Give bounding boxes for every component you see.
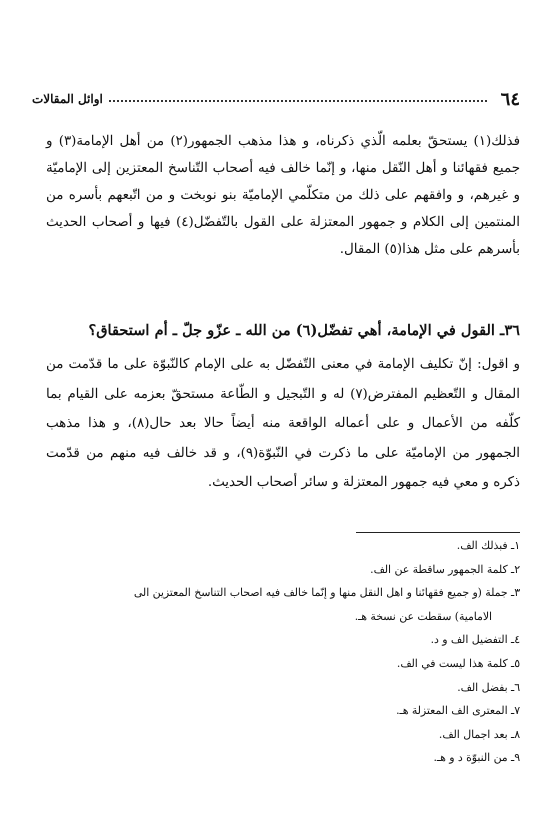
footnote-3: ٣ـ جملة (و جميع فقهائنا و اهل النقل منها و إنّما خالف فيه اصحاب التناسخ المعتزين الى <box>133 586 520 600</box>
paragraph-2-text: و اقول: إنّ تكليف الإمامة في معنى التّفضّل به على الإمام كالنّبوّة على ما قدّمت من المقال و التّعظيم المفترض(٧) له و التّبجيل و الطّاعة مستحقّ بعزمه على القيام بما كلّفه من الأعمال و على أعماله الواقعة منه أيضاً حالا بعد حال(٨)، و هذا مذهب الجمهور من الإماميّة على ما ذكرت في النّبوّة(٩)، و قد خالف فيه منهم من قدّمت ذكره و معي فيه جمهور المعتزلة و سائر أصحاب الحديث. <box>46 357 520 491</box>
section-heading: ٣٦ـ القول في الإمامة، أهي تفضّل(٦) من الله ـ عزّو جلّ ـ أم استحقاق؟ <box>88 322 520 339</box>
footnote-2: ٢ـ كلمة الجمهور ساقطة عن الف. <box>370 562 520 576</box>
page-header <box>32 88 520 110</box>
footnote-4: ٤ـ التفضيل الف و د. <box>430 633 520 647</box>
dotted-leader <box>109 100 487 102</box>
footnote-divider <box>356 532 520 533</box>
footnote-9: ٩ـ من النبوّة د و هـ. <box>433 751 520 765</box>
page-number: ٦٤ <box>500 88 520 110</box>
footnote-7: ٧ـ المعترى الف المعتزلة هـ. <box>396 704 520 718</box>
running-title: اوائل المقالات <box>32 92 103 106</box>
footnote-1: ١ـ فبذلك الف. <box>456 539 520 552</box>
paragraph-1 <box>46 128 520 263</box>
paragraph-2 <box>46 350 520 498</box>
footnotes <box>28 534 520 770</box>
footnote-3-continued: الامامية) سقطت عن نسخة هـ. <box>354 609 492 623</box>
footnote-5: ٥ـ كلمة هذا ليست في الف. <box>396 656 520 670</box>
footnote-6: ٦ـ بفضل الف. <box>457 680 520 694</box>
footnote-8: ٨ـ بعد اجمال الف. <box>438 727 520 741</box>
paragraph-1-text: فذلك(١) يستحقّ بعلمه الّذي ذكرناه، و هذا مذهب الجمهور(٢) من أهل الإمامة(٣) و جميع فقهائنا و أهل النّقل منها، و إنّما خالف فيه أصحاب التّناسخ المعتزين إلى الإماميّة و غيرهم، و وافقهم على ذلك من متكلّمي الإماميّة بنو نوبخت و من اتّبعهم بأسره من المنتمين إلى الكلام و جمهور المعتزلة على القول بالتّفضّل(٤) فيها و أصحاب الحديث بأسرهم على مثل هذا(٥) المقال. <box>46 134 520 257</box>
